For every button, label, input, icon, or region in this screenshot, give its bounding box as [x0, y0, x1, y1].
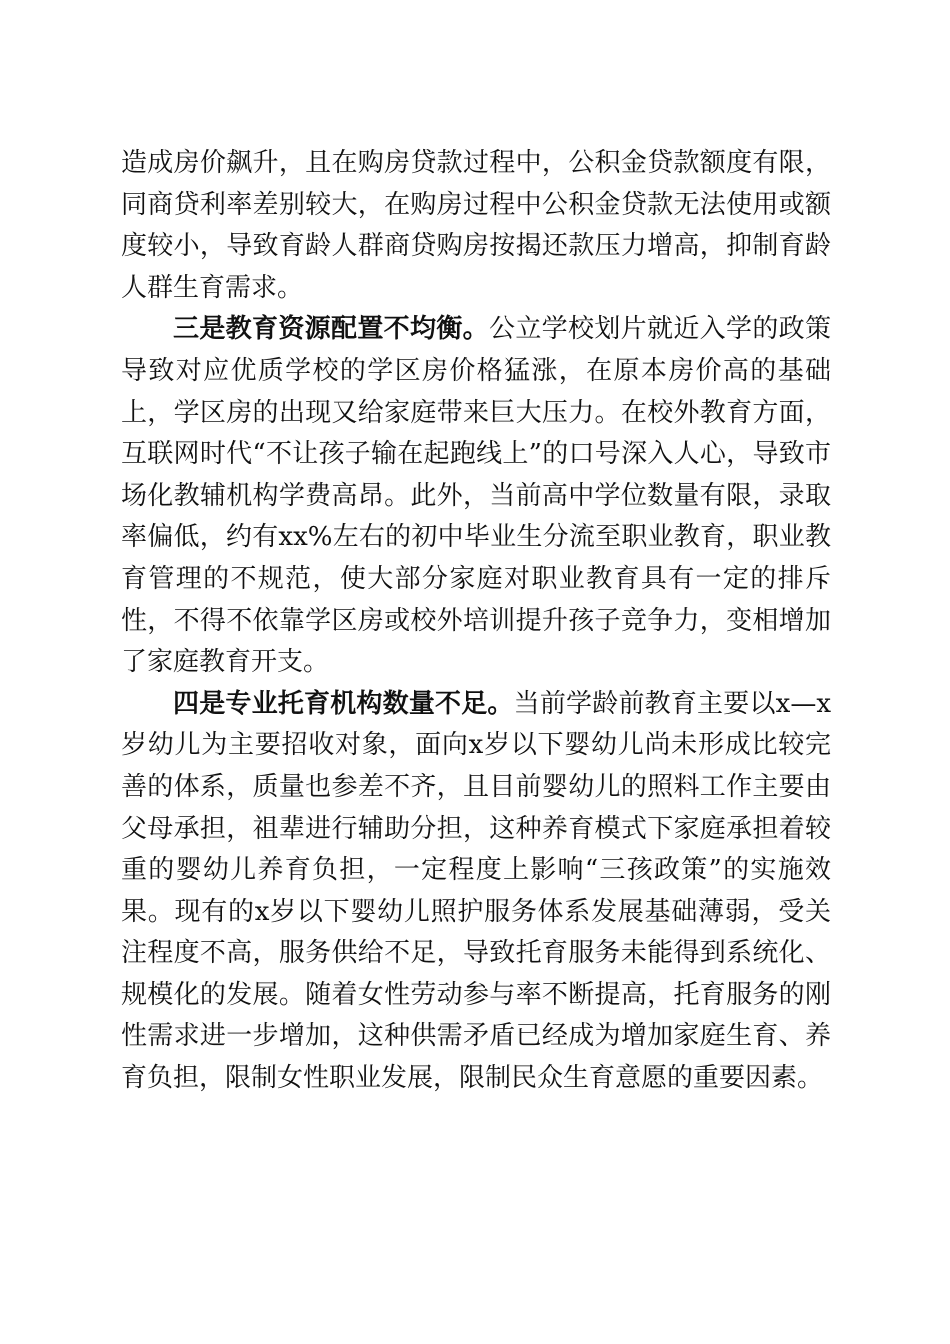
paragraph-education-resources	[121, 309, 831, 683]
paragraph-childcare-institutions	[121, 684, 831, 1100]
paragraph-text: 公立学校划片就近入学的政策导致对应优质学校的学区房价格猛涨，在原本房价高的基础上，学区房的出现又给家庭带来巨大压力。在校外教育方面，互联网时代“不让孩子输在起跑线上”的口号深入人心，导致市场化教辅机构学费高昂。此外，当前高中学位数量有限，录取率偏低，约有xx%左右的初中毕业生分流至职业教育，职业教育管理的不规范，使大部分家庭对职业教育具有一定的排斥性，不得不依靠学区房或校外培训提升孩子竞争力，变相增加了家庭教育开支。	[121, 314, 831, 678]
paragraph-text: 当前学龄前教育主要以x—x岁幼儿为主要招收对象，面向x岁以下婴幼儿尚未形成比较完善的体系，质量也参差不齐，且目前婴幼儿的照料工作主要由父母承担，祖辈进行辅助分担，这种养育模式下家庭承担着较重的婴幼儿养育负担，一定程度上影响“三孩政策”的实施效果。现有的x岁以下婴幼儿照护服务体系发展基础薄弱，受关注程度不高，服务供给不足，导致托育服务未能得到系统化、规模化的发展。随着女性劳动参与率不断提高，托育服务的刚性需求进一步增加，这种供需矛盾已经成为增加家庭生育、养育负担，限制女性职业发展，限制民众生育意愿的重要因素。	[121, 688, 831, 1094]
paragraph-lead: 三是教育资源配置不均衡。	[173, 314, 489, 345]
paragraph-text: 造成房价飙升，且在购房贷款过程中，公积金贷款额度有限，同商贷利率差别较大，在购房过程中公积金贷款无法使用或额度较小，导致育龄人群商贷购房按揭还款压力增高，抑制育龄人群生育需求。	[121, 148, 831, 303]
paragraph-continuation	[121, 143, 831, 309]
paragraph-lead: 四是专业托育机构数量不足。	[173, 688, 514, 719]
document-page	[121, 143, 831, 1100]
